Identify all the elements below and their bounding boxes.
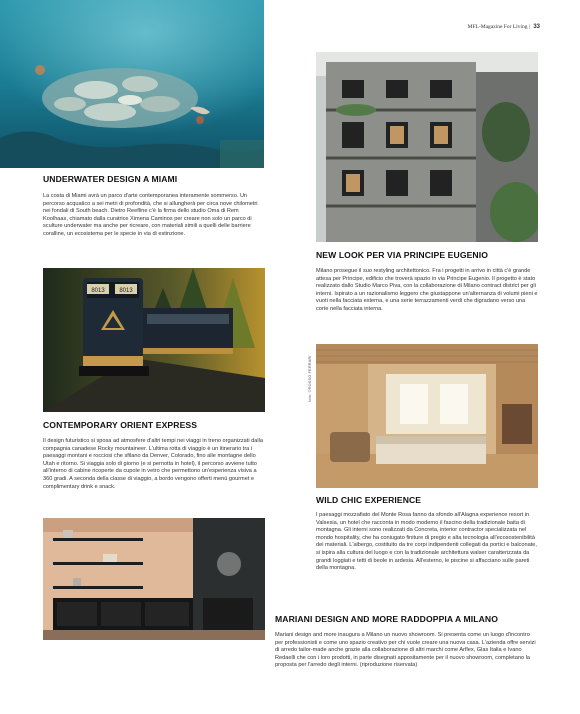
article-title-orient-express: CONTEMPORARY ORIENT EXPRESS [43,420,198,430]
article-body-mariani: Mariani design and more inaugura a Milano un nuovo showroom. Si presenta come un luogo d'incontro per professionisti e come uno spazio creativo per chi vuole creare una nuova casa. L'azienda offre servizi di arredo tailor-made anche grazie alla collaborazione di altri marchi come Arflex, Glas Italia e Ivano Redaelli che con i loro prodotti, in parte disegnati appositamente per il nuovo showroom, completano la proposta per l'arredo degli interni. (riproduzione riservata) [275,632,536,669]
article-title-principe: NEW LOOK PER VIA PRINCIPE EUGENIO [316,250,489,260]
magazine-name: MFL-Magazine For Living [467,24,528,30]
underwater-photo [0,0,264,168]
page-header: MFL-Magazine For Living | 33 [467,24,540,30]
article-body-orient-express: Il design futuristico si sposa ad atmosfere d'altri tempi nei viaggi in treno organizzati dalla compagnia canadese Rocky mountaineer. L'ultima rotta di viaggio è un itinerario tra i paesaggi montani e rocciosi che sfilano da Denver, Colorado, fino alle montagne dello Utah e ritorno. Si viaggia solo di giorno (e si pernotta in hotel), il percorso avviene tutto all'interno di cabine ricoperte da cupole in vetro che permettono un'esperienza visiva a 360 gradi. A seconda della classe di viaggio, a bordo vengono offerti menù gourmet e complimentary drink e snack. [43,438,263,490]
article-title-mariani: MARIANI DESIGN AND MORE RADDOPPIA A MILANO [275,614,499,624]
photo-credit [308,342,316,402]
train-photo [43,268,265,412]
building-photo [316,52,538,242]
train-number-right: 8013 [119,288,133,294]
photo-credit-text: foto: ©ROSSO FERRARI [308,355,312,402]
showroom-photo [43,518,265,640]
article-body-underwater: La costa di Miami avrà un parco d'arte contemporanea interamente sommerso. Un percorso acquatico a sei metri di profondità, che si allungherà per circa nove chilometri nei fondali di South beach. Dietro Reefline c'è la firma dello studio Oma di Rem Koolhaas, chiamato dalla curatrice Ximena Caminos per creare non solo un parco di sculture underwater ma anche per ricreare, con materiali simili a quelli delle barriere coralline, un ecosistema per le specie in via di estinzione. [43,193,258,237]
train-number-left: 8013 [91,288,105,294]
article-body-wild-chic: I paesaggi mozzafiato del Monte Rosa fanno da sfondo all'Alagna experience resort in Valsesia, un hotel che racconta in modo moderno il fascino della tradizionale baita di montagna. Gli interni sono realizzati da Concreta, interior contractor specializzata nel mondo hospitality, che ha coniugato finiture di pregio e alta tecnologia all'ecosostenibilità dei materiali. L'albergo, costituito da tre corpi indipendenti collegati da portici e balconate, si ispira alla cultura del luogo e con la tradizionale architettura walser caratterizzata da grandi loggiati e tetti di beole in ardesia. All'esterno, le piscine si affacciano sulle pareti della montagna. [316,512,537,572]
article-title-wild-chic: WILD CHIC EXPERIENCE [316,495,422,505]
article-body-principe: Milano prosegue il suo restyling architettonico. Fra i progetti in arrivo in città c'è grande attesa per Principe, edificio che troverà spazio in via Principe Eugenio. Il progetto è stato realizzato dallo Studio Marco Piva, con la collaborazione di Milano contract district per gli interni. Ispirato a un razionalismo leggero che giustappone un'alternanza di volumi pieni e vuoti nella facciata esterna, e una serie terrazzamenti verdi che digradano verso una corte nella facciata interna. [316,268,538,312]
article-title-underwater: UNDERWATER DESIGN A MIAMI [43,174,178,184]
chalet-interior-photo [316,344,538,488]
page-number: 33 [533,24,540,30]
